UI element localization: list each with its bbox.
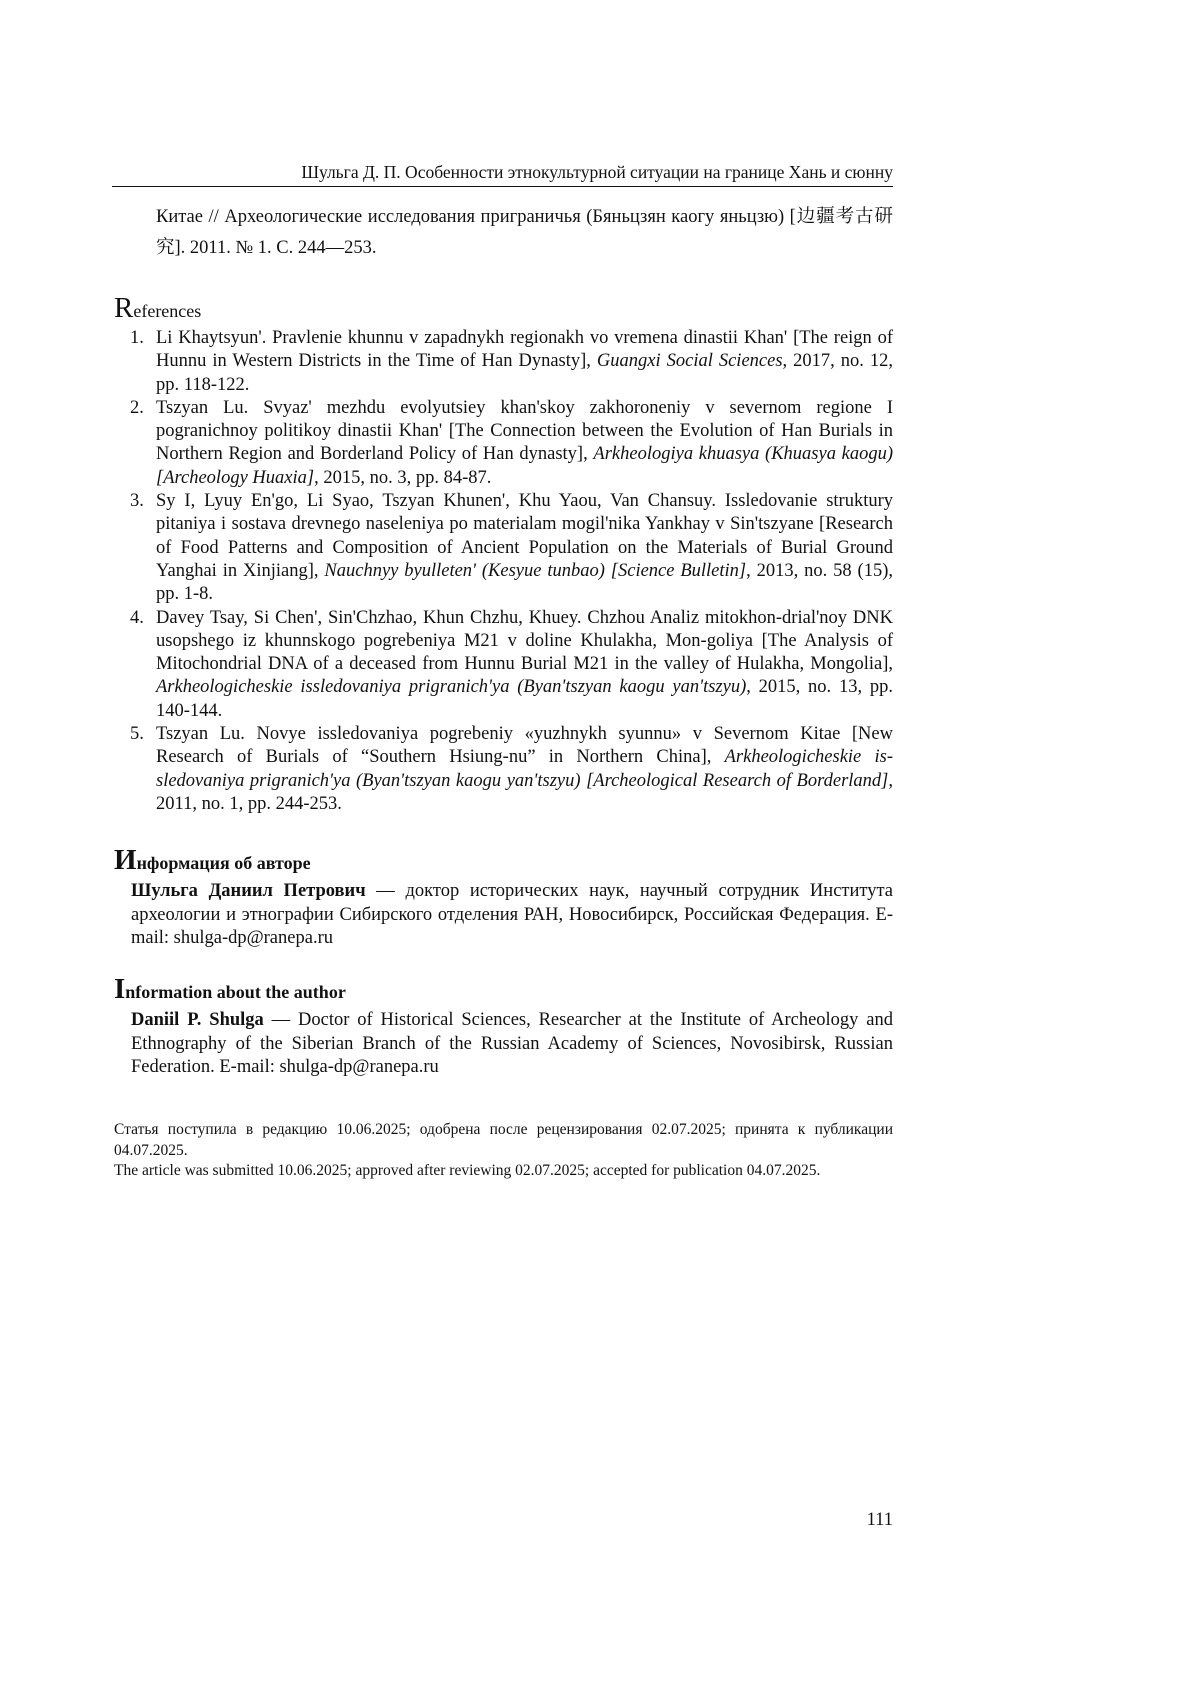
references-list — [130, 327, 893, 816]
reference-item — [130, 327, 893, 397]
reference-journal: Arkheologicheskie issledovaniya prigranich'ya (Byan'tszyan kaogu yan'tszyu) — [156, 677, 746, 697]
author-name-ru: Шульга Даниил Петрович — [131, 881, 366, 901]
reference-tail: , 2013, no. 58 (15), pp. 1-8. — [156, 561, 893, 604]
author-info-ru-heading-initial: И — [114, 844, 137, 876]
author-info-en-heading-rest: nformation about the author — [125, 982, 346, 1002]
reference-text: Li Khaytsyun'. Pravlenie khunnu v zapadnykh regionakh vo vremena dinastii Khan' [The reign of Hunnu in Western Districts in the Time of Han Dynasty], — [156, 328, 893, 371]
article-dates-en: The article was submitted 10.06.2025; approved after reviewing 02.07.2025; accepted for publication 04.07.2025. — [114, 1161, 893, 1182]
article-dates — [114, 1120, 893, 1182]
reference-number: 4. — [130, 607, 144, 630]
reference-item — [130, 723, 893, 816]
author-info-ru — [131, 880, 893, 951]
reference-journal: Guangxi Social Sciences — [597, 351, 783, 371]
reference-item — [130, 490, 893, 606]
reference-number: 1. — [130, 327, 144, 350]
reference-item — [130, 397, 893, 490]
reference-number: 5. — [130, 723, 144, 746]
references-heading-initial: R — [114, 292, 133, 324]
reference-journal: Arkheologicheskie is-sledovaniya prigranich'ya (Byan'tszyan kaogu yan'tszyu) [Archeological Research of Borderland], — [156, 747, 893, 790]
reference-journal: Arkheologiya khuasya (Khuasya kaogu) [Archeology Huaxia] — [156, 444, 893, 487]
article-dates-ru: Статья поступила в редакцию 10.06.2025; одобрена после рецензирования 02.07.2025; принята к публикации 04.07.2025. — [114, 1120, 893, 1161]
author-info-ru-heading — [114, 845, 311, 878]
reference-tail: , 2015, no. 3, pp. 84-87. — [314, 468, 491, 488]
author-info-en-heading-initial: I — [114, 973, 125, 1005]
author-description-ru: — доктор исторических наук, научный сотрудник Института археологии и этнографии Сибирского отделения РАН, Новосибирск, Российская Федерация. E-mail: shulga-dp@ranepa.ru — [131, 881, 893, 948]
reference-item — [130, 607, 893, 723]
reference-tail: , 2015, no. 13, pp. 140-144. — [156, 677, 893, 720]
author-info-ru-heading-rest: нформация об авторе — [137, 853, 311, 873]
references-heading — [114, 293, 201, 326]
reference-tail: 2011, no. 1, pp. 244-253. — [156, 794, 342, 814]
reference-number: 2. — [130, 397, 144, 420]
author-info-en — [131, 1009, 893, 1080]
reference-text: Tszyan Lu. Svyaz' mezhdu evolyutsiey khan'skoy zakhoroneniy v severnom regione I pogranichnoy politikoy dinastii Khan' [The Connection between the Evolution of Han Burials in Northern Region and Borderland Policy of Han dynasty], — [156, 398, 893, 465]
reference-text: Sy I, Lyuy En'go, Li Syao, Tszyan Khunen', Khu Yaou, Van Chansuy. Issledovanie struktury pitaniya i sostava drevnego naseleniya po materialam mogil'nika Yankhay v Sin'tszyane [Research of Food Patterns and Composition of Ancient Population on the Materials of Burial Ground Yanghai in Xinjiang], — [156, 491, 893, 581]
page-number: 111 — [840, 1510, 893, 1531]
continued-reference-text: Китае // Археологические исследования приграничья (Бяньцзян каогу яньцзю) [边疆考古研究]. 2011. № 1. С. 244—253. — [156, 202, 893, 264]
reference-text: Davey Tsay, Si Chen', Sin'Chzhao, Khun Chzhu, Khuey. Chzhou Analiz mitokhon-drial'noy DNK usopshego iz khunnskogo pogrebeniya M21 v doline Khulakha, Mon-goliya [The Analysis of Mitochondrial DNA of a deceased from Hunnu Burial M21 in the valley of Hulakha, Mongolia], — [156, 608, 893, 675]
author-name-en: Daniil P. Shulga — [131, 1010, 264, 1030]
reference-tail: , 2017, no. 12, pp. 118-122. — [156, 351, 893, 394]
reference-journal: Nauchnyy byulleten' (Kesyue tunbao) [Science Bulletin] — [324, 561, 746, 581]
running-header: Шульга Д. П. Особенности этнокультурной ситуации на границе Хань и сюнну — [112, 161, 893, 187]
reference-text: Tszyan Lu. Novye issledovaniya pogrebeniy «yuzhnykh syunnu» v Severnom Kitae [New Research of Burials of “Southern Hsiung-nu” in Northern China], — [156, 724, 893, 767]
reference-number: 3. — [130, 490, 144, 513]
author-info-en-heading — [114, 974, 346, 1007]
references-heading-rest: eferences — [133, 301, 201, 321]
journal-page — [0, 0, 1200, 1697]
author-description-en: — Doctor of Historical Sciences, Researcher at the Institute of Archeology and Ethnography of the Siberian Branch of the Russian Academy of Sciences, Novosibirsk, Russian Federation. E-mail: shulga-dp@ranepa.ru — [131, 1010, 893, 1077]
